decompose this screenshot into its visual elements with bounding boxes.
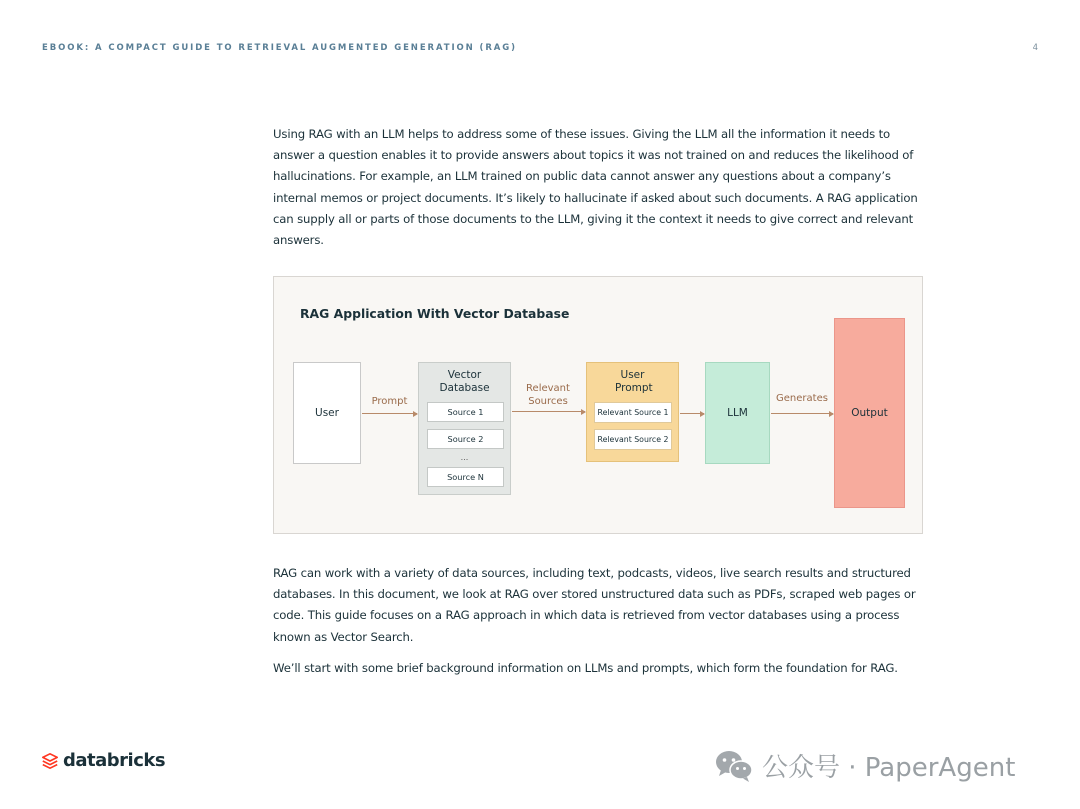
user-prompt-title: User Prompt: [615, 369, 653, 394]
vector-database-box: [418, 362, 511, 495]
running-header: EBOOK: A COMPACT GUIDE TO RETRIEVAL AUGMENTED GENERATION (RAG): [42, 43, 517, 53]
next-section-paragraph: We’ll start with some brief background information on LLMs and prompts, which form the foundation for RAG.: [273, 661, 898, 675]
llm-box: [705, 362, 770, 464]
rag-diagram: [273, 276, 923, 534]
llm-label: LLM: [727, 407, 748, 419]
vector-database-title: Vector Database: [439, 369, 490, 394]
relevant-source-item: Relevant Source 2: [594, 429, 672, 450]
prompt-arrow: [362, 413, 417, 414]
generates-label: Generates: [776, 393, 828, 404]
prompt-label: Prompt: [371, 396, 408, 407]
source-item: Source 1: [427, 402, 504, 422]
relevant-sources-arrow: [512, 411, 585, 412]
source-ellipsis: ...: [460, 453, 469, 462]
relevant-sources-label: Relevant Sources: [526, 383, 570, 407]
user-prompt-box: [586, 362, 679, 462]
diagram-title: RAG Application With Vector Database: [300, 306, 570, 321]
databricks-logo: [41, 750, 165, 771]
databricks-stack-icon: [41, 752, 59, 770]
page-number: 4: [1032, 43, 1038, 53]
wechat-icon: [714, 749, 754, 783]
generates-arrow: [771, 413, 833, 414]
source-item: Source 2: [427, 429, 504, 449]
relevant-source-item: Relevant Source 1: [594, 402, 672, 423]
output-label: Output: [851, 407, 888, 419]
data-sources-paragraph: RAG can work with a variety of data sources, including text, podcasts, videos, live search results and structured databases. In this document, we look at RAG over stored unstructured data such as PDFs, scraped web pages or code. This guide focuses on a RAG approach in which data is retrieved from vector databases using a process known as Vector Search.: [273, 566, 916, 644]
logo-text: databricks: [63, 750, 166, 771]
watermark-text: 公众号 · PaperAgent: [762, 753, 1016, 783]
intro-paragraph: Using RAG with an LLM helps to address some of these issues. Giving the LLM all the information it needs to answer a question enables it to provide answers about topics it was not trained on and reduces the likelihood of hallucinations. For example, an LLM trained on public data cannot answer any questions about a company’s internal memos or project documents. It’s likely to hallucinate if asked about such documents. A RAG application can supply all or parts of those documents to the LLM, giving it the context it needs to give correct and relevant answers.: [273, 127, 918, 248]
user-box: [293, 362, 361, 464]
llm-input-arrow: [680, 413, 704, 414]
source-item: Source N: [427, 467, 504, 487]
output-box: [834, 318, 905, 508]
watermark: [714, 747, 1015, 784]
user-label: User: [315, 407, 339, 419]
